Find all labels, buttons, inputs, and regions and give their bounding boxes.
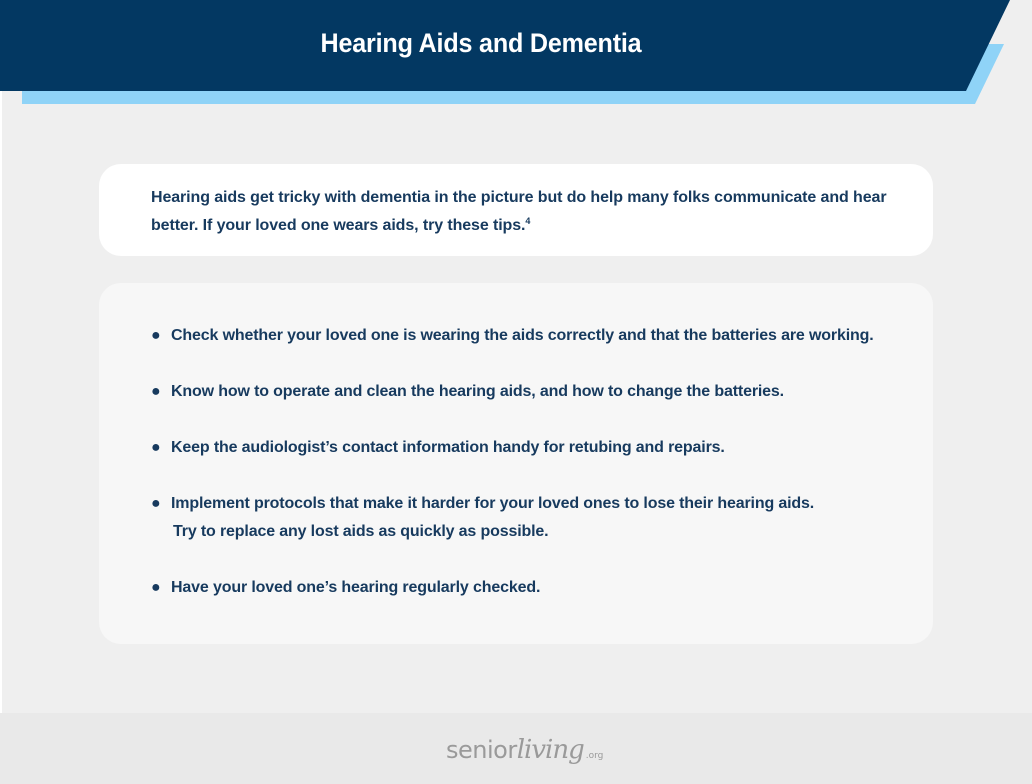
bullet-icon: ● [151, 327, 161, 344]
tip-item [151, 434, 921, 462]
title-banner [0, 0, 1032, 110]
intro-paragraph [151, 184, 911, 240]
tip-text: Implement protocols that make it harder for your loved ones to lose their hearing aids. [171, 495, 815, 512]
bullet-icon: ● [151, 579, 161, 596]
tip-text: Know how to operate and clean the hearing aids, and how to change the batteries. [171, 383, 784, 400]
tip-text: Keep the audiologist’s contact information handy for retubing and repairs. [171, 439, 725, 456]
tip-text-continued: Try to replace any lost aids as quickly as possible. [173, 523, 549, 540]
bullet-icon: ● [151, 439, 161, 456]
intro-text: Hearing aids get tricky with dementia in the picture but do help many folks communicate and hear better. If your loved one wears aids, try these tips. [151, 189, 887, 234]
seniorliving-logo [446, 735, 603, 769]
tip-item [151, 378, 921, 406]
footnote-marker: 4 [525, 216, 531, 226]
tips-card [99, 283, 933, 644]
tip-item [151, 322, 921, 350]
tip-text: Check whether your loved one is wearing the aids correctly and that the batteries are working. [171, 327, 874, 344]
logo-living-text: living [516, 735, 584, 765]
tip-item [151, 574, 921, 602]
tip-text: Have your loved one’s hearing regularly checked. [171, 579, 541, 596]
page-title: Hearing Aids and Dementia [320, 28, 642, 58]
bullet-icon: ● [151, 495, 161, 512]
logo-senior-text: senior [446, 736, 517, 764]
bullet-icon: ● [151, 383, 161, 400]
footer [0, 713, 1032, 784]
intro-card [99, 164, 933, 256]
page-left-edge [0, 0, 2, 784]
logo-org-text: .org [585, 751, 604, 761]
tips-list [151, 322, 921, 630]
tip-item [151, 490, 921, 546]
